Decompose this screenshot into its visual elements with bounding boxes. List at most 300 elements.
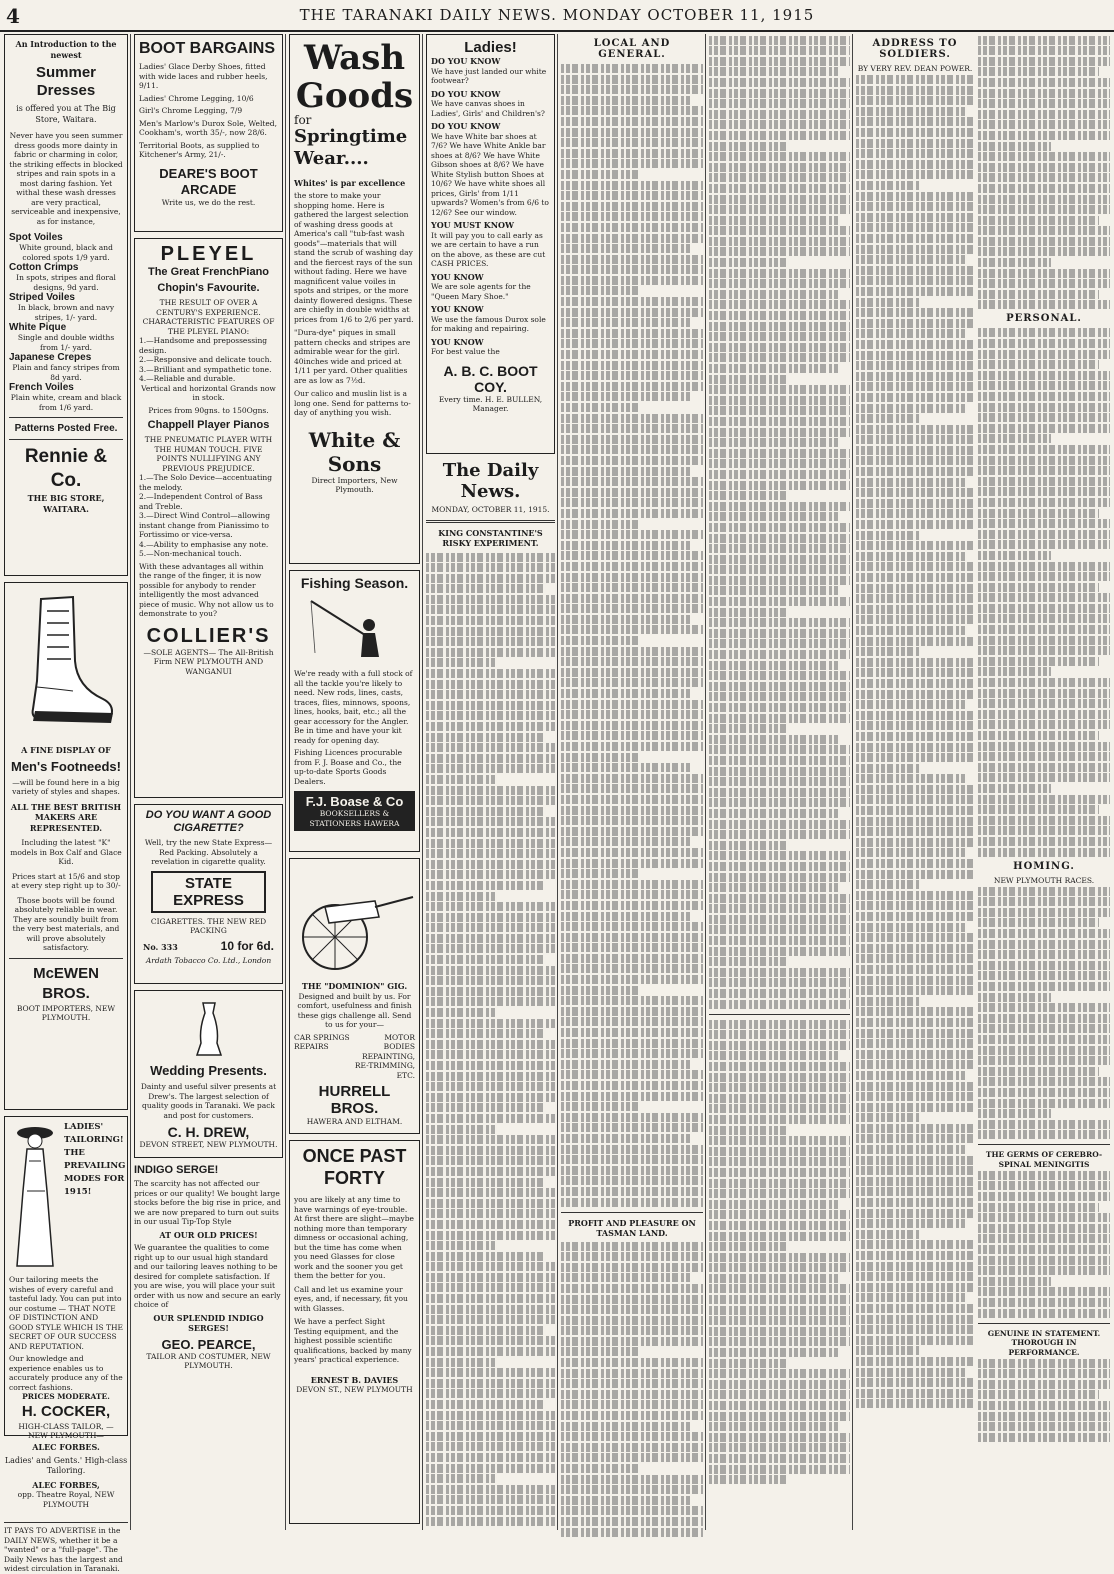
- alec-forbes-ad: [4, 1442, 128, 1522]
- text-line: [856, 139, 974, 148]
- text-line: [561, 361, 703, 370]
- brand-name: McEWEN BROS.: [33, 964, 99, 1002]
- text-line: [561, 477, 703, 486]
- text-line: [978, 1390, 1099, 1399]
- text-line: [856, 1315, 974, 1324]
- text-line: [426, 1305, 555, 1314]
- text-line: [709, 544, 850, 553]
- text-line: [426, 595, 555, 604]
- text-line: [561, 223, 703, 232]
- text-line: [426, 1379, 555, 1388]
- product-number: No. 333: [143, 941, 178, 952]
- text-line: [978, 961, 1110, 970]
- text-line: [426, 828, 555, 837]
- ad-address: DEVON STREET, NEW PLYMOUTH.: [139, 1140, 278, 1149]
- text-line: [709, 1221, 850, 1230]
- text-line: [561, 784, 703, 793]
- section-heading: GENUINE IN STATEMENT. THOROUGH IN PERFORMANCE.: [987, 1328, 1101, 1357]
- text-line: [709, 1094, 850, 1103]
- ad-sign: Every time. H. E. BULLEN, Manager.: [438, 394, 543, 413]
- text-line: [426, 743, 555, 752]
- text-line: [709, 226, 850, 235]
- text-line: [561, 869, 639, 878]
- ad-headline: Men's Footneeds!: [11, 758, 121, 774]
- text-line: [856, 1029, 974, 1038]
- feature-item: 4.—Ability to emphasise any note.: [139, 539, 269, 549]
- ad-prices: PRICES MODERATE.: [22, 1392, 110, 1401]
- text-line: [561, 890, 703, 899]
- price-item: Territorial Boots, as supplied to Kitchener's Army, 21/-.: [139, 140, 260, 159]
- text-line: [978, 466, 1110, 475]
- text-line: [426, 1220, 555, 1229]
- text-line: [561, 573, 703, 582]
- text-line: [978, 392, 1110, 401]
- text-line: [978, 339, 1110, 348]
- text-line: [856, 1103, 974, 1112]
- text-line: [426, 944, 555, 953]
- text-line: [426, 1019, 555, 1028]
- text-line: [978, 237, 1110, 246]
- text-line: [709, 1359, 787, 1368]
- text-line: [856, 785, 974, 794]
- text-line: [709, 1274, 839, 1283]
- feature-item: 5.—Non-mechanical touch.: [139, 549, 242, 558]
- text-line: [856, 880, 921, 889]
- text-line: [561, 244, 692, 253]
- text-line: [978, 918, 1099, 927]
- vase-illustration: [189, 999, 229, 1059]
- text-line: [978, 1171, 1110, 1180]
- text-line: [978, 1369, 1110, 1378]
- ad-headline: Summer Dresses: [35, 64, 97, 99]
- text-line: [856, 361, 974, 370]
- brand-role: TAILOR AND COSTUMER, NEW PLYMOUTH.: [146, 1351, 271, 1370]
- text-line: [709, 873, 850, 882]
- text-line: [426, 1050, 555, 1059]
- text-line: [426, 1103, 545, 1112]
- section-heading: HOMING.: [1013, 860, 1075, 872]
- text-line: [978, 1380, 1110, 1389]
- text-line: [856, 1251, 974, 1260]
- faq-answer: For best value the: [431, 347, 500, 356]
- ad-text: Our tailoring meets the wishes of every careful and tasteful lady. You can put into our costume — THAT NOTE OF DISTINCTION AND GOOD STYLE WHICH IS THE SECRET OF OUR SUCCESS AND REPUTATION.: [9, 1275, 123, 1351]
- text-line: [561, 509, 703, 518]
- text-line: [856, 149, 974, 158]
- text-line: [856, 255, 965, 264]
- section-subheading: NEW PLYMOUTH RACES.: [993, 875, 1095, 885]
- text-line: [561, 1358, 703, 1367]
- text-line: [856, 605, 974, 614]
- text-line: [709, 671, 850, 680]
- text-line: [709, 1263, 850, 1272]
- text-line: [978, 908, 1110, 917]
- text-line: [978, 805, 1099, 814]
- text-line: [978, 699, 1110, 708]
- text-line: [856, 298, 921, 307]
- text-line: [978, 1433, 1110, 1442]
- brand-role: Direct Importers, New Plymouth.: [311, 475, 398, 494]
- text-line: [561, 1337, 703, 1346]
- text-line: [426, 1093, 555, 1102]
- text-line: [856, 75, 974, 84]
- boot-coy-ad: [426, 34, 555, 454]
- ad-sub: AT OUR OLD PRICES!: [159, 1229, 258, 1240]
- text-line: [856, 1124, 974, 1133]
- text-line: [978, 445, 1110, 454]
- text-line: [561, 138, 703, 147]
- text-line: [561, 912, 692, 921]
- text-line: [709, 1030, 850, 1039]
- text-line: [561, 668, 703, 677]
- text-line: [856, 1336, 974, 1345]
- text-line: [709, 1433, 850, 1442]
- text-line: [709, 1454, 850, 1463]
- text-line: [709, 565, 850, 574]
- text-line: [978, 1287, 1110, 1296]
- text-line: [709, 830, 850, 839]
- text-line: [709, 438, 839, 447]
- text-line: [426, 1442, 555, 1451]
- text-line: [426, 669, 555, 678]
- text-line: [856, 329, 965, 338]
- text-line: [978, 1003, 1110, 1012]
- text-line: [856, 234, 974, 243]
- text-line: [856, 1272, 974, 1281]
- feature-list: [139, 336, 278, 384]
- text-line: [709, 99, 850, 108]
- text-line: [978, 269, 1110, 278]
- text-line: [709, 862, 850, 871]
- text-line: [426, 680, 555, 689]
- text-line: [856, 944, 974, 953]
- feature-item: 1.—Handsome and prepossessing design.: [139, 336, 268, 355]
- text-line: [709, 1232, 850, 1241]
- text-line: [709, 957, 787, 966]
- text-line: [561, 594, 703, 603]
- text-line: [426, 1167, 555, 1176]
- text-line: [978, 290, 1099, 299]
- brand-name: GEO. PEARCE,: [161, 1336, 256, 1352]
- ad-intro: A FINE DISPLAY OF: [21, 745, 111, 755]
- personal-body: [978, 328, 1110, 856]
- text-line: [978, 667, 1051, 676]
- text-line: [856, 806, 974, 815]
- text-line: [561, 1453, 703, 1462]
- text-line: [561, 1092, 703, 1101]
- text-line: [561, 265, 703, 274]
- brand-name: White & Sons: [308, 427, 401, 476]
- text-line: [709, 142, 787, 151]
- ad-text: We guarantee the qualities to come right up to our usual high standard and our tailoring leaves nothing to be desired for complete satisfaction. If you are wise, you will place your suit order with us now and secure an early choice of: [134, 1243, 281, 1309]
- product-price: 10 for 6d.: [220, 938, 274, 953]
- text-line: [561, 456, 703, 465]
- ad-tagline: Whites' is par excellence: [294, 177, 406, 188]
- article-continued-body: [978, 36, 1110, 310]
- masthead-title: THE TARANAKI DAILY NEWS. MONDAY OCTOBER 11, 1915: [299, 6, 815, 24]
- text-line: [978, 1035, 1110, 1044]
- text-line: [856, 1378, 974, 1387]
- text-line: [561, 1316, 703, 1325]
- ad-text: "Dura-dye" piques in small pattern checks and stripes are admirable wear for the girl. 40inches wide and priced at 1/11 per yard. Other qualities are as low as 7½d.: [294, 328, 411, 385]
- text-line: [856, 774, 965, 783]
- product-name: Spot Voiles: [9, 232, 63, 243]
- text-line: [561, 986, 639, 995]
- patterns-posted: Patterns Posted Free.: [14, 423, 118, 434]
- text-line: [561, 922, 703, 931]
- price-item: Girl's Chrome Legging, 7/9: [139, 106, 243, 115]
- column-rule: [422, 34, 423, 1530]
- text-line: [561, 149, 703, 158]
- text-line: [978, 636, 1110, 645]
- lady-figure-illustration: [9, 1121, 61, 1271]
- text-line: [709, 1115, 850, 1124]
- product-item: [9, 322, 123, 352]
- text-line: [561, 1017, 703, 1026]
- text-line: [426, 1114, 555, 1123]
- text-line: [709, 1465, 850, 1474]
- text-line: [856, 1187, 974, 1196]
- text-line: [561, 1379, 703, 1388]
- column-2: [134, 34, 283, 1530]
- text-line: [856, 711, 974, 720]
- text-line: [856, 456, 974, 465]
- product-item: [9, 232, 123, 262]
- text-line: [856, 848, 965, 857]
- faq-question: YOU KNOW: [431, 271, 484, 282]
- faq-item: [431, 56, 550, 86]
- section-heading: PROFIT AND PLEASURE ON TASMAN LAND.: [568, 1217, 696, 1239]
- text-line: [709, 300, 850, 309]
- text-line: [978, 258, 1051, 267]
- text-line: [978, 57, 1110, 66]
- text-line: [709, 1136, 850, 1145]
- text-line: [709, 1390, 850, 1399]
- text-line: [856, 594, 974, 603]
- text-line: [978, 152, 1110, 161]
- text-line: [709, 597, 850, 606]
- text-line: [856, 266, 974, 275]
- text-line: [709, 1073, 850, 1082]
- text-line: [561, 901, 703, 910]
- ad-headline: Fishing Season.: [300, 575, 409, 591]
- text-line: [709, 110, 850, 119]
- text-line: [709, 258, 787, 267]
- ad-text: Including the latest "K" models in Box Calf and Glace Kid.: [10, 838, 122, 866]
- text-line: [978, 572, 1110, 581]
- deare-ad: [134, 34, 283, 232]
- product-desc: White ground, black and colored spots 1/9 yard.: [19, 243, 113, 262]
- product-desc: Plain and fancy stripes from 8d yard.: [12, 363, 120, 382]
- section-heading: LOCAL AND GENERAL.: [593, 38, 671, 60]
- text-line: [561, 75, 703, 84]
- text-line: [561, 255, 703, 264]
- text-line: [709, 714, 850, 723]
- faq-answer: We have canvas shoes in Ladies', Girls' and Children's?: [431, 99, 545, 118]
- text-line: [709, 364, 839, 373]
- text-line: [856, 202, 974, 211]
- text-line: [978, 205, 1110, 214]
- text-line: [561, 1326, 703, 1335]
- text-line: [709, 184, 850, 193]
- text-line: [709, 247, 850, 256]
- text-line: [709, 618, 850, 627]
- text-line: [856, 1071, 965, 1080]
- text-line: [856, 1283, 974, 1292]
- text-line: [978, 530, 1110, 539]
- text-line: [426, 976, 555, 985]
- text-line: [709, 36, 850, 45]
- gig-illustration: [295, 867, 415, 977]
- ad-sub: The Great FrenchPiano: [147, 266, 270, 278]
- text-line: [426, 1156, 555, 1165]
- text-line: [856, 1389, 974, 1398]
- text-line: [856, 700, 965, 709]
- text-line: [561, 1134, 692, 1143]
- text-line: [709, 67, 839, 76]
- text-line: [709, 57, 850, 66]
- text-line: [856, 1368, 965, 1377]
- text-line: [978, 89, 1110, 98]
- faq-item: [431, 337, 550, 357]
- text-line: [978, 982, 1110, 991]
- ad-text: Prices start at 15/6 and stop at every step right up to 30/-: [11, 871, 121, 890]
- text-line: [561, 159, 703, 168]
- text-line: [709, 1337, 850, 1346]
- text-line: [561, 414, 703, 423]
- homing-body: [978, 887, 1110, 1140]
- text-line: [426, 1178, 545, 1187]
- text-line: [856, 1156, 974, 1165]
- section-heading: THE GERMS OF CEREBRO-SPINAL MENINGITIS: [985, 1150, 1103, 1169]
- text-line: [426, 1432, 555, 1441]
- text-line: [978, 678, 1110, 687]
- ad-headline: Wedding Presents.: [150, 1063, 267, 1078]
- text-line: [709, 1284, 850, 1293]
- text-line: [978, 1067, 1099, 1076]
- ad-text: you are likely at any time to have warnings of eye-trouble. At first there are slight—maybe nothing more than temporary dimness or occasional aching, but the time has come when you need Glasses for close work and the sooner you get them the better for you.: [294, 1195, 414, 1280]
- text-line: [561, 763, 692, 772]
- text-line: [978, 551, 1051, 560]
- brand-name: ERNEST B. DAVIES: [310, 1374, 399, 1385]
- text-line: [978, 940, 1110, 949]
- text-line: [426, 1506, 555, 1515]
- text-line: [426, 1199, 555, 1208]
- text-line: [709, 1316, 850, 1325]
- text-line: [709, 788, 850, 797]
- text-line: [709, 1369, 850, 1378]
- text-line: [561, 1443, 703, 1452]
- text-line: [709, 925, 850, 934]
- text-line: [709, 978, 850, 987]
- text-line: [426, 637, 555, 646]
- text-line: [426, 1072, 555, 1081]
- text-line: [856, 1134, 974, 1143]
- text-line: [709, 639, 850, 648]
- price-item: Men's Marlow's Durox Sole, Welted, Cookham's, worth 35/-, now 28/6.: [139, 118, 277, 137]
- faq-question: YOU KNOW: [431, 336, 484, 347]
- text-line: [709, 195, 850, 204]
- product-desc: Plain white, cream and black from 1/6 yard.: [10, 393, 122, 412]
- text-line: [856, 1166, 974, 1175]
- text-line: [709, 968, 850, 977]
- text-line: [978, 993, 1051, 1002]
- text-line: [856, 901, 974, 910]
- text-line: [561, 1422, 692, 1431]
- column-rule: [557, 34, 558, 1530]
- local-news-body: [561, 64, 703, 1207]
- text-line: [709, 406, 850, 415]
- text-line: [978, 540, 1110, 549]
- text-line: [426, 1146, 555, 1155]
- text-line: [978, 731, 1099, 740]
- text-line: [978, 604, 1110, 613]
- text-line: [561, 1273, 692, 1282]
- text-line: [709, 947, 850, 956]
- ad-prices: Prices from 90gns. to 150Ogns.: [148, 405, 269, 415]
- text-line: [709, 512, 839, 521]
- text-line: [978, 142, 1051, 151]
- text-line: [426, 563, 555, 572]
- faq-item: [431, 272, 550, 302]
- text-line: [709, 534, 850, 543]
- ad-text: Fishing Licences procurable from F. J. Boase and Co., the up-to-date Sports Goods Dealers.: [294, 748, 403, 786]
- text-line: [709, 767, 850, 776]
- text-line: [709, 777, 850, 786]
- text-line: [709, 576, 850, 585]
- ad-text: Our knowledge and experience enables us to accurately produce any of the correct fashions.: [9, 1354, 123, 1392]
- text-line: [426, 892, 497, 901]
- column-8: [978, 34, 1110, 1530]
- text-line: [978, 763, 1110, 772]
- faq-question: DO YOU KNOW: [431, 56, 501, 66]
- text-line: [426, 839, 555, 848]
- text-line: [978, 826, 1110, 835]
- text-line: [978, 509, 1099, 518]
- player-intro: THE PNEUMATIC PLAYER WITH THE HUMAN TOUCH. FIVE POINTS NULLIFYING ANY PREVIOUS PREJUDICE.: [144, 435, 273, 473]
- text-line: [978, 1309, 1110, 1318]
- brand-role: HIGH-CLASS TAILOR, —NEW PLYMOUTH—: [18, 1421, 114, 1440]
- text-line: [561, 96, 692, 105]
- text-line: [978, 1046, 1110, 1055]
- text-line: [978, 300, 1110, 309]
- text-line: [978, 216, 1099, 225]
- text-line: [561, 117, 703, 126]
- text-line: [856, 117, 974, 126]
- text-line: [856, 351, 974, 360]
- text-line: [426, 902, 555, 911]
- column-1: [4, 34, 128, 1573]
- text-line: [561, 806, 703, 815]
- text-line: [561, 286, 639, 295]
- text-line: [856, 531, 921, 540]
- davies-ad: [289, 1140, 420, 1524]
- text-line: [561, 625, 703, 634]
- text-line: [426, 955, 545, 964]
- text-line: [978, 1099, 1110, 1108]
- text-line: [561, 880, 703, 889]
- text-line: [856, 1209, 974, 1218]
- text-line: [709, 459, 850, 468]
- text-line: [856, 976, 974, 985]
- text-line: [978, 614, 1110, 623]
- text-line: [856, 245, 974, 254]
- text-line: [856, 499, 974, 508]
- text-line: [978, 897, 1110, 906]
- text-line: [709, 523, 850, 532]
- text-line: [978, 1359, 1110, 1368]
- product-name: Cotton Crimps: [9, 262, 79, 273]
- text-line: [978, 887, 1110, 896]
